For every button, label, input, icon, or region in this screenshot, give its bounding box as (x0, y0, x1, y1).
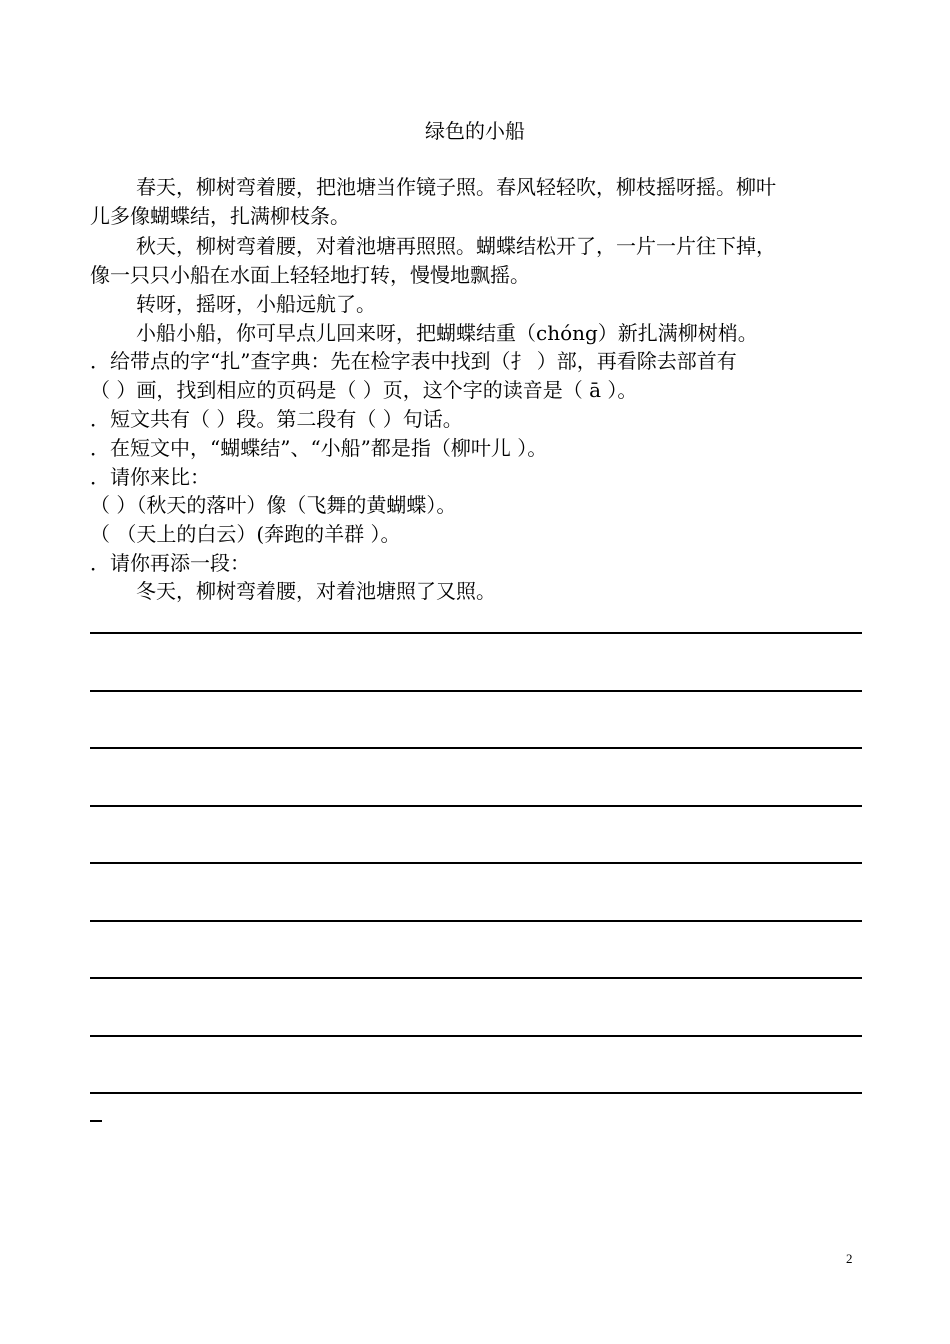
writing-line[interactable] (90, 1035, 862, 1037)
question-4: ．请你来比： (90, 465, 210, 489)
writing-line[interactable] (90, 977, 862, 979)
writing-line[interactable] (90, 920, 862, 922)
writing-line[interactable] (90, 632, 862, 634)
passage-paragraph-1-line-2: 儿多像蝴蝶结，扎满柳枝条。 (90, 204, 350, 228)
question-4-blank: （ （天上的白云）(奔跑的羊群 ）。 (90, 522, 401, 546)
writing-line[interactable] (90, 690, 862, 692)
writing-line[interactable] (90, 805, 862, 807)
question-5: ．请你再添一段： (90, 551, 250, 575)
question-2: ．短文共有（ ）段。第二段有（ ）句话。 (90, 407, 463, 431)
passage-paragraph-3: 转呀，摇呀，小船远航了。 (136, 292, 376, 316)
page-number: 2 (846, 1251, 853, 1266)
question-3: ．在短文中，“蝴蝶结”、“小船”都是指（柳叶儿 ）。 (90, 436, 548, 460)
trailing-dash (90, 1120, 102, 1122)
passage-paragraph-2-line-1: 秋天，柳树弯着腰，对着池塘再照照。蝴蝶结松开了，一片一片往下掉， (136, 234, 776, 258)
writing-line[interactable] (90, 862, 862, 864)
passage-paragraph-1-line-1: 春天，柳树弯着腰，把池塘当作镜子照。春风轻轻吹，柳枝摇呀摇。柳叶 (136, 175, 776, 199)
passage-paragraph-4: 小船小船，你可早点儿回来呀，把蝴蝶结重（chóng）新扎满柳树梢。 (136, 321, 758, 345)
question-5-prompt: 冬天，柳树弯着腰，对着池塘照了又照。 (136, 579, 496, 603)
writing-line[interactable] (90, 747, 862, 749)
page-title: 绿色的小船 (425, 119, 525, 143)
writing-line[interactable] (90, 1092, 862, 1094)
passage-paragraph-2-line-2: 像一只只小船在水面上轻轻地打转，慢慢地飘摇。 (90, 263, 530, 287)
question-1-line-2: （ ）画，找到相应的页码是（ ）页，这个字的读音是（ ā ）。 (90, 378, 638, 402)
question-4-example: （ ）（秋天的落叶）像（飞舞的黄蝴蝶）。 (90, 493, 457, 517)
question-1-line-1: ．给带点的字“扎”查字典：先在检字表中找到（扌 ）部，再看除去部首有 (90, 349, 737, 373)
